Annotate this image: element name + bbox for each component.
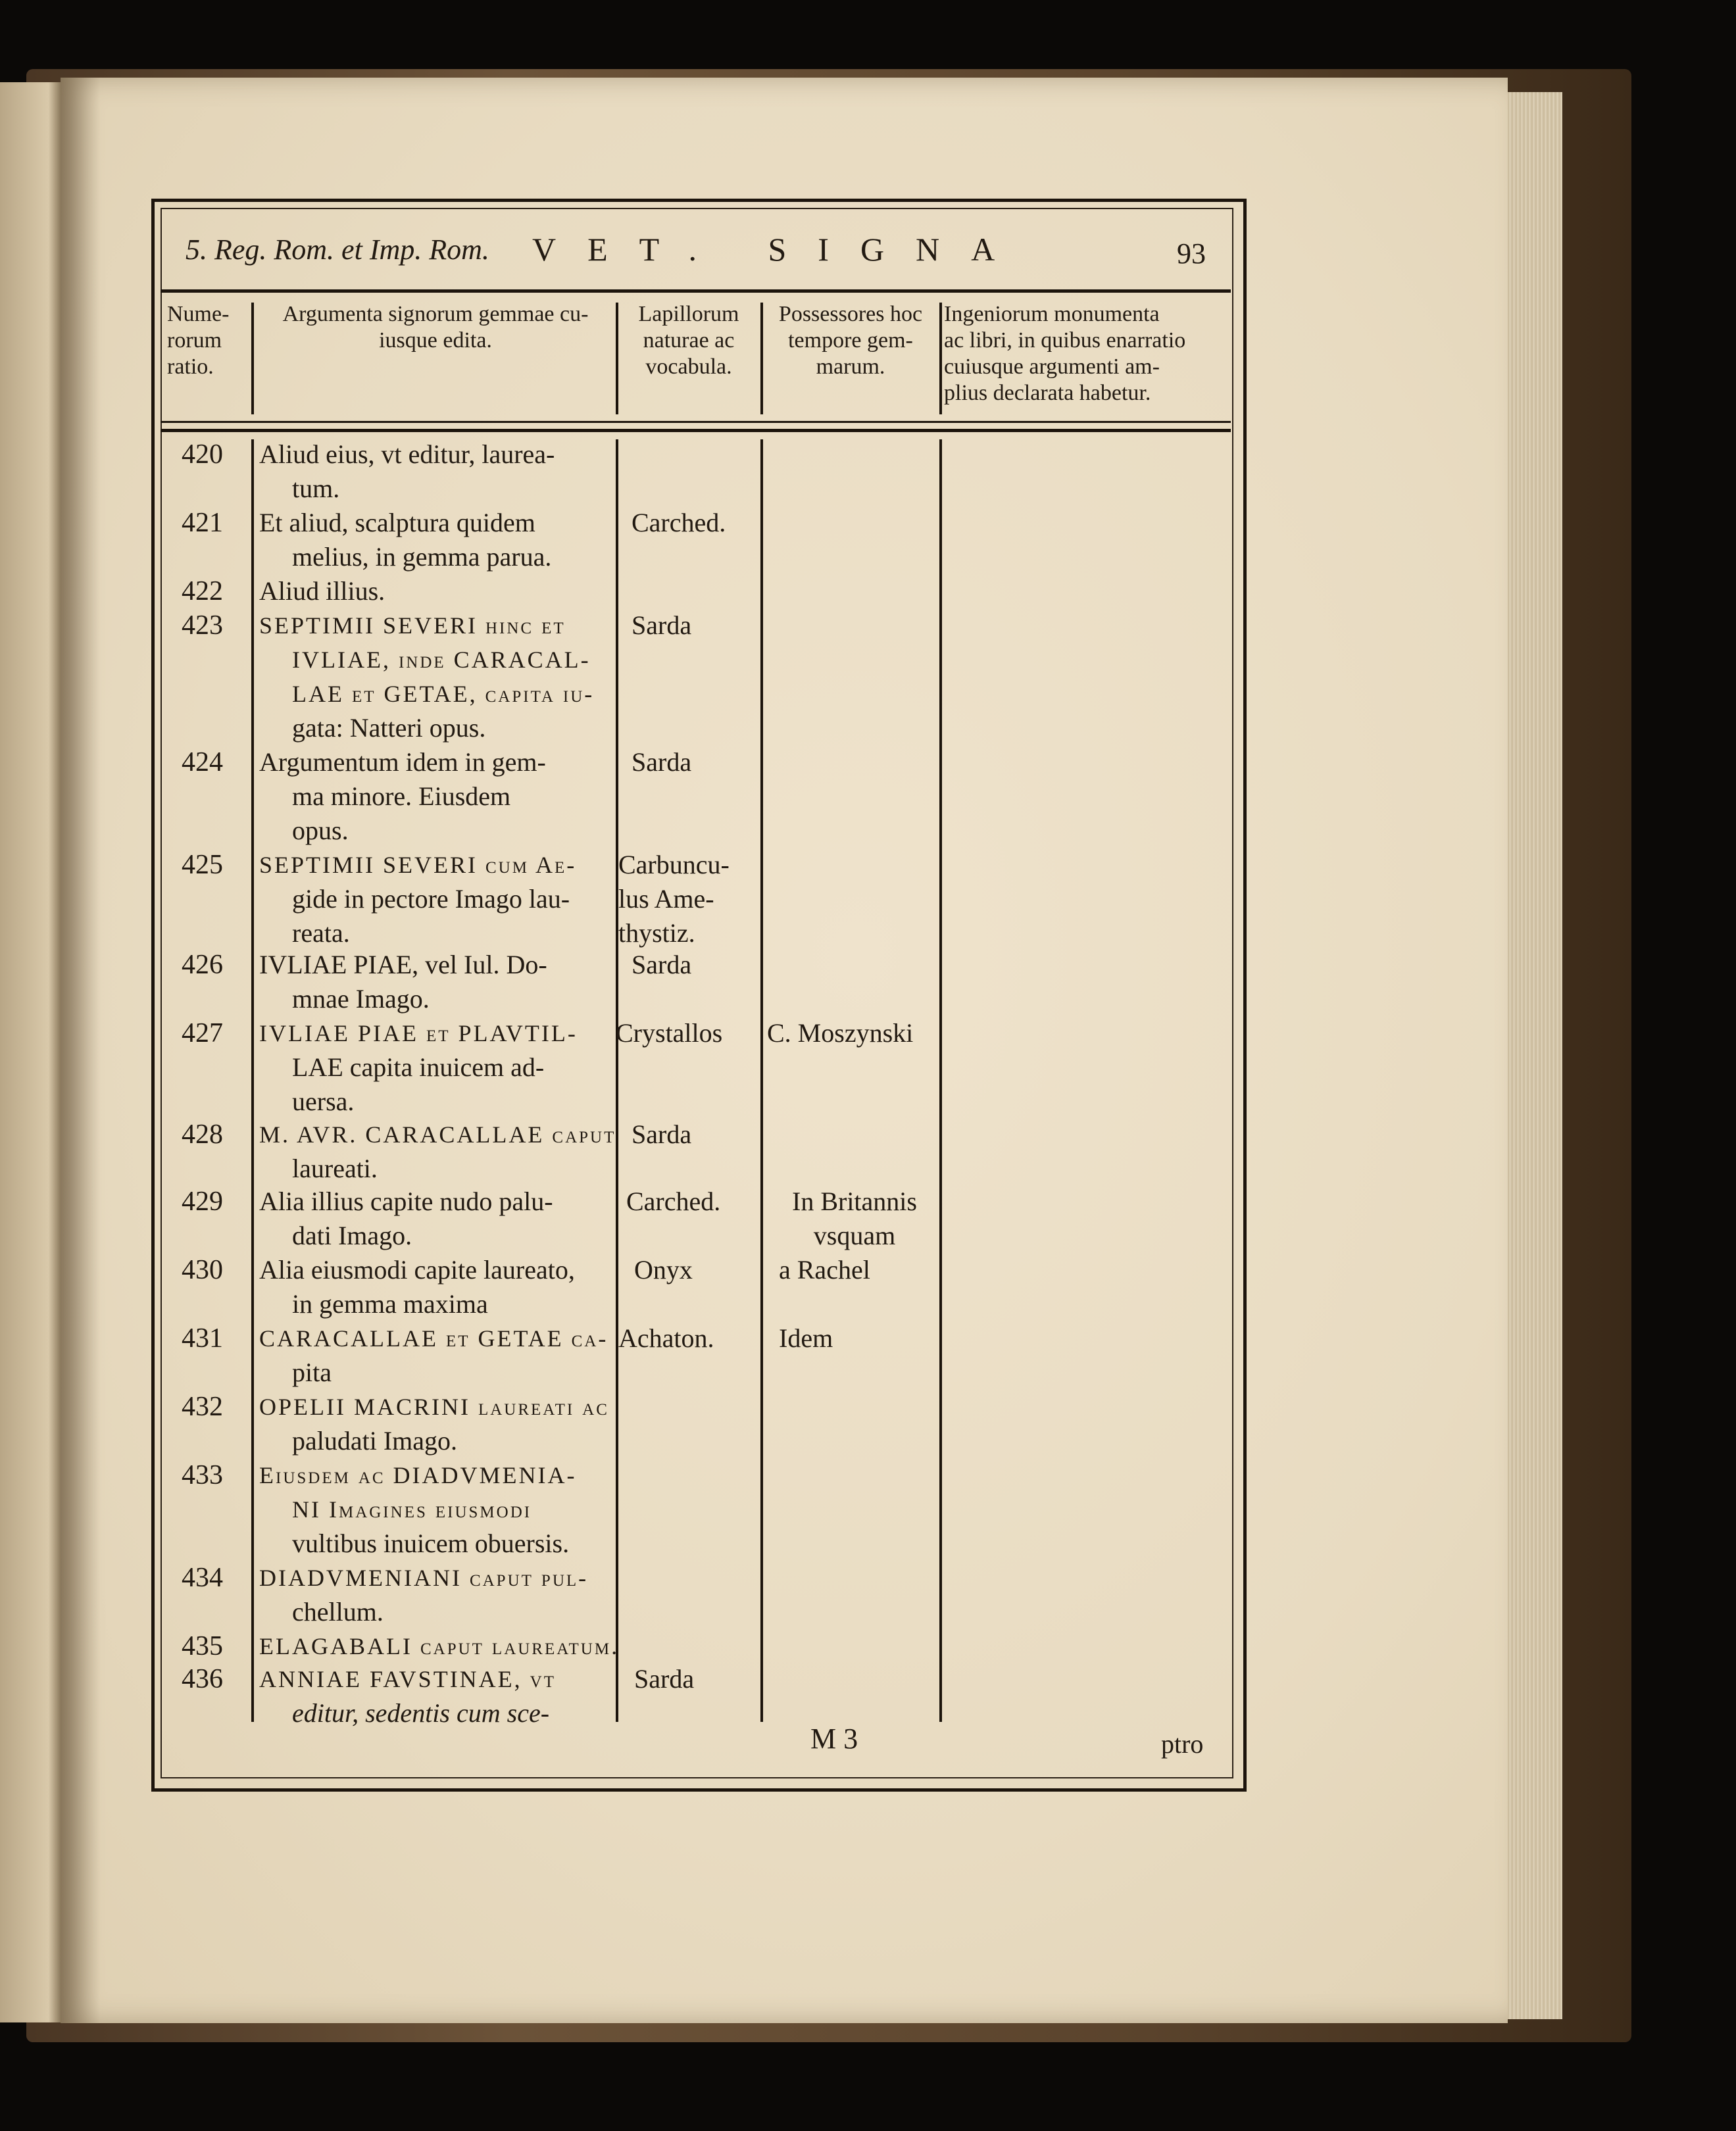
argument-line: tum.	[292, 474, 340, 503]
argument-line: Argumentum idem in gem-	[259, 747, 546, 777]
entry-owner: In Britannis vsquam	[792, 1187, 917, 1250]
entry-number: 435	[182, 1631, 223, 1661]
entry-argument	[259, 1458, 759, 1561]
argument-line: Alia illius capite nudo palu-	[259, 1187, 553, 1216]
column-rule	[251, 303, 254, 414]
argument-line: gata: Natteri opus.	[292, 713, 486, 743]
argument-line: mnae Imago.	[292, 984, 430, 1014]
column-rule	[939, 439, 942, 1722]
argument-line: Aliud illius.	[259, 576, 385, 606]
argument-line: Eiusdem ac DIADVMENIA-	[259, 1462, 577, 1488]
colhead-line: iusque edita.	[379, 328, 492, 353]
entry-number: 423	[182, 610, 223, 641]
argument-line: vultibus inuicem obuersis.	[292, 1529, 570, 1558]
argument-line: SEPTIMII SEVERI cum Ae-	[259, 852, 577, 878]
argument-line: Aliud eius, vt editur, laurea-	[259, 439, 555, 469]
column-rule	[939, 303, 942, 414]
entry-argument	[259, 1629, 759, 1663]
colhead-line: rorum	[167, 328, 222, 353]
argument-line: NI Imagines eiusmodi	[292, 1496, 532, 1523]
argument-line: uersa.	[292, 1087, 355, 1116]
argument-line: editur, sedentis cum sce-	[292, 1698, 550, 1728]
entry-number: 428	[182, 1119, 223, 1150]
argument-line: Alia eiusmodi capite laureato,	[259, 1255, 575, 1285]
colhead-stones	[620, 301, 758, 380]
entry-stone: Sarda	[632, 1119, 692, 1149]
argument-line: laureati.	[292, 1154, 378, 1183]
argument-line: Et aliud, scalptura quidem	[259, 508, 535, 537]
entry-number: 422	[182, 576, 223, 606]
argument-line: LAE et GETAE, capita iu-	[292, 681, 595, 707]
argument-line: pita	[292, 1358, 332, 1387]
argument-line: ANNIAE FAVSTINAE, vt	[259, 1666, 556, 1692]
entry-number: 420	[182, 439, 223, 470]
argument-line: IVLIAE PIAE, vel Iul. Do-	[259, 950, 547, 979]
argument-line: in gemma maxima	[292, 1289, 488, 1319]
entry-stone: Achaton.	[618, 1323, 714, 1353]
colhead-line: plius declarata habetur.	[944, 381, 1151, 405]
signature-mark: M 3	[810, 1723, 858, 1755]
colhead-line: naturae ac	[643, 328, 735, 353]
header-rule	[161, 289, 1231, 293]
page-block-edges	[1506, 92, 1562, 2019]
colhead-line: Nume-	[167, 302, 230, 326]
colhead-line: ac libri, in quibus enarratio	[944, 328, 1186, 353]
facing-page-edge	[0, 82, 61, 2022]
argument-line: IVLIAE, inde CARACAL-	[292, 647, 591, 673]
argument-line: melius, in gemma parua.	[292, 542, 552, 572]
argument-line: chellum.	[292, 1597, 384, 1627]
column-rule	[616, 303, 618, 414]
running-header	[161, 224, 1231, 276]
argument-line: reata.	[292, 918, 350, 948]
header-title: VET. SIGNA	[532, 231, 1027, 268]
colhead-references	[944, 301, 1227, 406]
entry-number: 433	[182, 1460, 223, 1490]
argument-line: DIADVMENIANI caput pul-	[259, 1565, 589, 1591]
entry-number: 436	[182, 1664, 223, 1694]
entry-argument	[259, 1561, 759, 1629]
column-rule	[251, 439, 254, 1722]
argument-line: CARACALLAE et GETAE ca-	[259, 1325, 608, 1352]
colhead-numbers	[167, 301, 246, 380]
entry-number: 429	[182, 1187, 223, 1217]
catchword: ptro	[1161, 1729, 1204, 1759]
entry-stone: Onyx	[634, 1255, 693, 1285]
entry-number: 424	[182, 747, 223, 777]
argument-line: LAE capita inuicem ad-	[292, 1052, 545, 1082]
colhead-line: Ingeniorum monumenta	[944, 302, 1160, 326]
argument-line: dati Imago.	[292, 1221, 412, 1250]
entry-stone: Carched.	[632, 508, 726, 537]
entry-owner: a Rachel	[779, 1255, 870, 1285]
argument-line: paludati Imago.	[292, 1426, 458, 1456]
entry-number: 425	[182, 850, 223, 880]
page-gutter-shadow	[61, 78, 100, 2023]
colhead-line: vocabula.	[645, 355, 732, 379]
colhead-line: marum.	[816, 355, 885, 379]
entry-argument	[259, 437, 759, 506]
header-section-title: 5. Reg. Rom. et Imp. Rom.	[186, 233, 489, 266]
argument-line: SEPTIMII SEVERI hinc et	[259, 612, 566, 639]
entry-argument	[259, 574, 759, 608]
entry-number: 432	[182, 1392, 223, 1422]
entry-owner: Idem	[779, 1323, 833, 1353]
colhead-line: cuiusque argumenti am-	[944, 355, 1160, 379]
page-number: 93	[1177, 237, 1206, 270]
colhead-line: Possessores hoc	[778, 302, 923, 326]
argument-line: ELAGABALI caput laureatum.	[259, 1633, 620, 1659]
argument-line: ma minore. Eiusdem	[292, 781, 511, 811]
entry-number: 431	[182, 1323, 223, 1354]
entry-argument	[259, 1390, 759, 1458]
entry-stone: Sarda	[632, 747, 692, 777]
colhead-arguments	[258, 301, 613, 354]
argument-line: M. AVR. CARACALLAE caput	[259, 1121, 616, 1148]
entry-stone: Sarda	[632, 950, 692, 979]
argument-line: OPELII MACRINI laureati ac	[259, 1394, 609, 1420]
argument-line: opus.	[292, 816, 349, 845]
heading-rule-thick	[161, 429, 1231, 432]
column-rule	[760, 303, 763, 414]
colhead-line: tempore gem-	[788, 328, 913, 353]
entry-number: 434	[182, 1563, 223, 1593]
entry-stone: Crystallos	[616, 1018, 723, 1048]
colhead-line: Argumenta signorum gemmae cu-	[282, 302, 589, 326]
entry-stone: Sarda	[634, 1664, 695, 1694]
colhead-owners	[764, 301, 937, 380]
entry-owner: C. Moszynski	[767, 1018, 914, 1048]
argument-line: gide in pectore Imago lau-	[292, 884, 570, 914]
colhead-line: ratio.	[167, 355, 214, 379]
heading-rule	[161, 421, 1231, 423]
colhead-line: Lapillorum	[638, 302, 739, 326]
entry-stone: Carbuncu- lus Ame- thystiz.	[618, 850, 730, 948]
entry-stone: Carched.	[626, 1187, 721, 1216]
entry-number: 421	[182, 508, 223, 538]
entry-number: 427	[182, 1018, 223, 1048]
entry-number: 430	[182, 1255, 223, 1285]
entry-number: 426	[182, 950, 223, 980]
argument-line: IVLIAE PIAE et PLAVTIL-	[259, 1020, 578, 1046]
entry-stone: Sarda	[632, 610, 692, 640]
